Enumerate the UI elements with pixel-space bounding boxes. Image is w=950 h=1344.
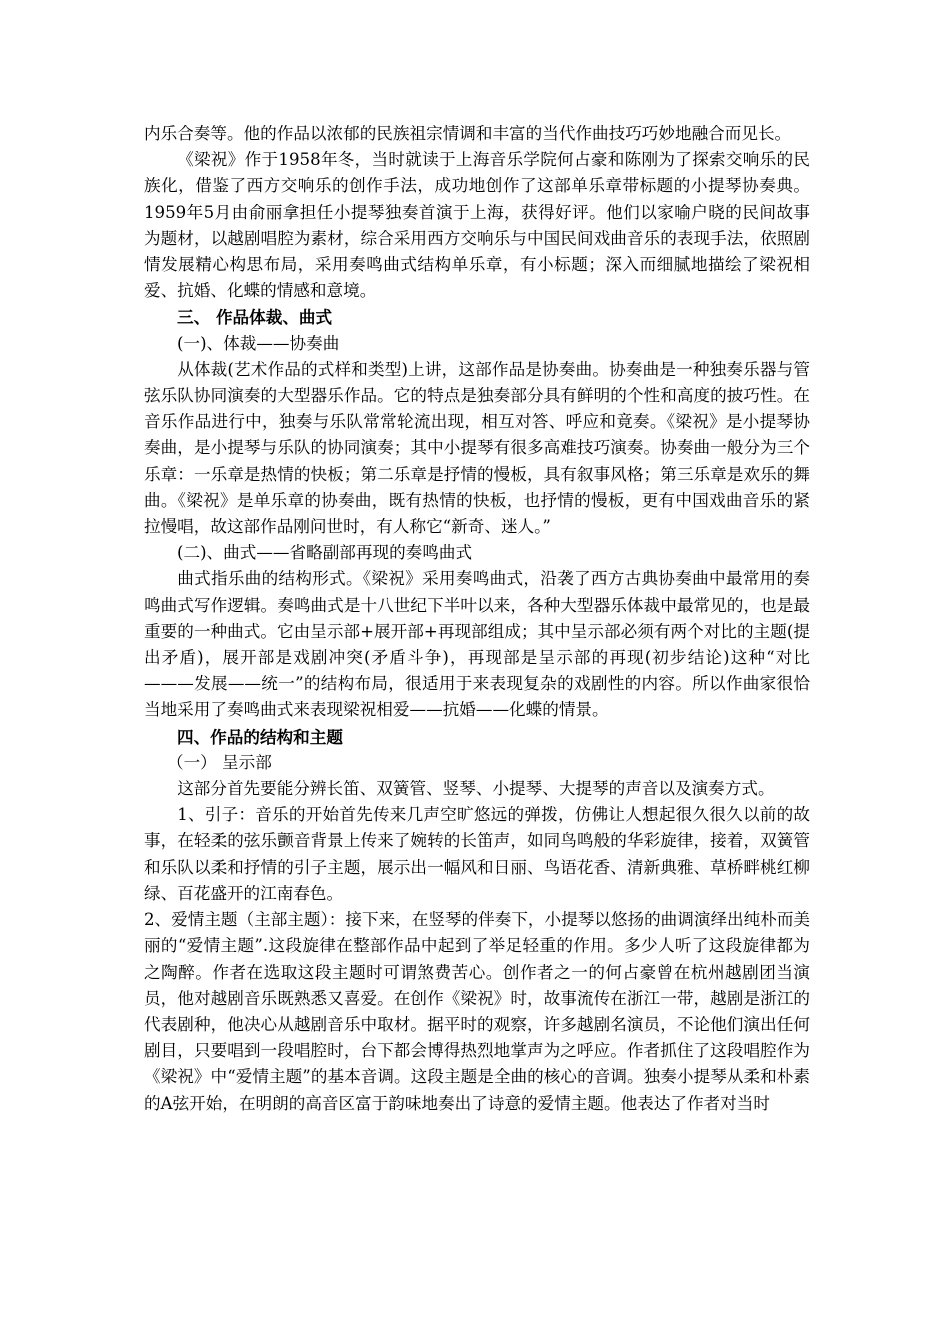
subsection-heading-genre: (一)、体裁——协奏曲 [177, 333, 340, 353]
paragraph-continuation: 内乐合奏等。他的作品以浓郁的民族祖宗情调和丰富的当代作曲技巧巧妙地融合而见长。 [144, 124, 792, 143]
subsection-heading-form: (二)、曲式——省略副部再现的奏鸣曲式 [177, 543, 473, 563]
paragraph-love-theme: 2、爱情主题（主部主题）：接下来，在竖琴的伴奏下，小提琴以悠扬的曲调演绎出纯朴而美丽的“爱情主题”.这段旋律在整部作品中起到了举足轻重的作用。多少人听了这段旋律都为之陶醉。作者在选取这段主题时可谓煞费苦心。创作者之一的何占豪曾在杭州越剧团当演员，他对越剧音乐既熟悉又喜爱。在创作《梁祝》时，故事流传在浙江一带，越剧是浙江的代表剧种，他决心从越剧音乐中取材。据平时的观察，许多越剧名演员，不论他们演出任何剧目，只要唱到一段唱腔时，台下都会博得热烈地掌声为之呼应。作者抓住了这段唱腔作为《梁祝》中“爱情主题”的基本音调。这段主题是全曲的核心的音调。独奏小提琴从柔和朴素的A弦开始，在明朗的高音区富于韵味地奏出了诗意的爱情主题。他表达了作者对当时 [144, 910, 811, 1113]
paragraph-composition-history: 《梁祝》作于1958年冬，当时就读于上海音乐学院何占豪和陈刚为了探索交响乐的民族化，借鉴了西方交响乐的创作手法，成功地创作了这部单乐章带标题的小提琴协奏典。1959年5月由俞丽拿担任小提琴独奏首演于上海，获得好评。他们以家喻户晓的民间故事为题材，以越剧唱腔为素材，综合采用西方交响乐与中国民间戏曲音乐的表现手法，依照剧情发展精心构思布局，采用奏鸣曲式结构单乐章，有小标题；深入而细腻地描绘了梁祝相爱、抗婚、化蝶的情感和意境。 [144, 150, 810, 301]
paragraph-concerto-genre: 从体裁(艺术作品的式样和类型)上讲，这部作品是协奏曲。协奏曲是一种独奏乐器与管弦乐队协同演奏的大型器乐作品。它的特点是独奏部分具有鲜明的个性和高度的披巧性。在音乐作品进行中，独奏与乐队常常轮流出现，相互对答、呼应和竟奏。《梁祝》是小提琴协奏曲，是小提琴与乐队的协同演奏；其中小提琴有很多高难技巧演奏。协奏曲一般分为三个乐章：一乐章是热情的快板；第二乐章是抒情的慢板，具有叙事风格；第三乐章是欢乐的舞曲。《梁祝》是单乐章的协奏曲，既有热情的快板，也抒情的慢板，更有中国戏曲音乐的紧拉慢唱，故这部作品刚问世时，有人称它“新奇、迷人。” [144, 359, 810, 537]
section-heading-genre-form: 三、 作品体裁、曲式 [177, 307, 333, 328]
document-page [144, 121, 810, 1117]
paragraph-instruments: 这部分首先要能分辨长笛、双簧管、竖琴、小提琴、大提琴的声音以及演奏方式。 [177, 779, 775, 799]
paragraph-sonata-form: 曲式指乐曲的结构形式。《梁祝》采用奏鸣曲式，沿袭了西方古典协奏曲中最常用的奏鸣曲式写作逻辑。奏鸣曲式是十八世纪下半叶以来，各种大型器乐体裁中最常见的，也是最重要的一种曲式。它由呈示部+展开部+再现部组成；其中呈示部必须有两个对比的主题(提出矛盾)，展开部是戏剧冲突(矛盾斗争)，再现部是呈示部的再现(初步结论)这种“对比———发展——统一”的结构布局，很适用于来表现复杂的戏剧性的内容。所以作曲家很恰当地采用了奏鸣曲式来表现梁祝相爱——抗婚——化蝶的情景。 [144, 569, 810, 720]
subsection-heading-exposition: （一） 呈示部 [167, 752, 272, 772]
paragraph-introduction: 1、引子：音乐的开始首先传来几声空旷悠远的弹拨，仿佛让人想起很久很久以前的故事，在轻柔的弦乐颤音背景上传来了婉转的长笛声，如同鸟鸣般的华彩旋律，接着，双簧管和乐队以柔和抒情的引子主题，展示出一幅风和日丽、鸟语花香、清新典雅、草桥畔桃红柳绿、百花盛开的江南春色。 [144, 805, 810, 903]
section-heading-structure-theme: 四、作品的结构和主题 [177, 726, 343, 747]
